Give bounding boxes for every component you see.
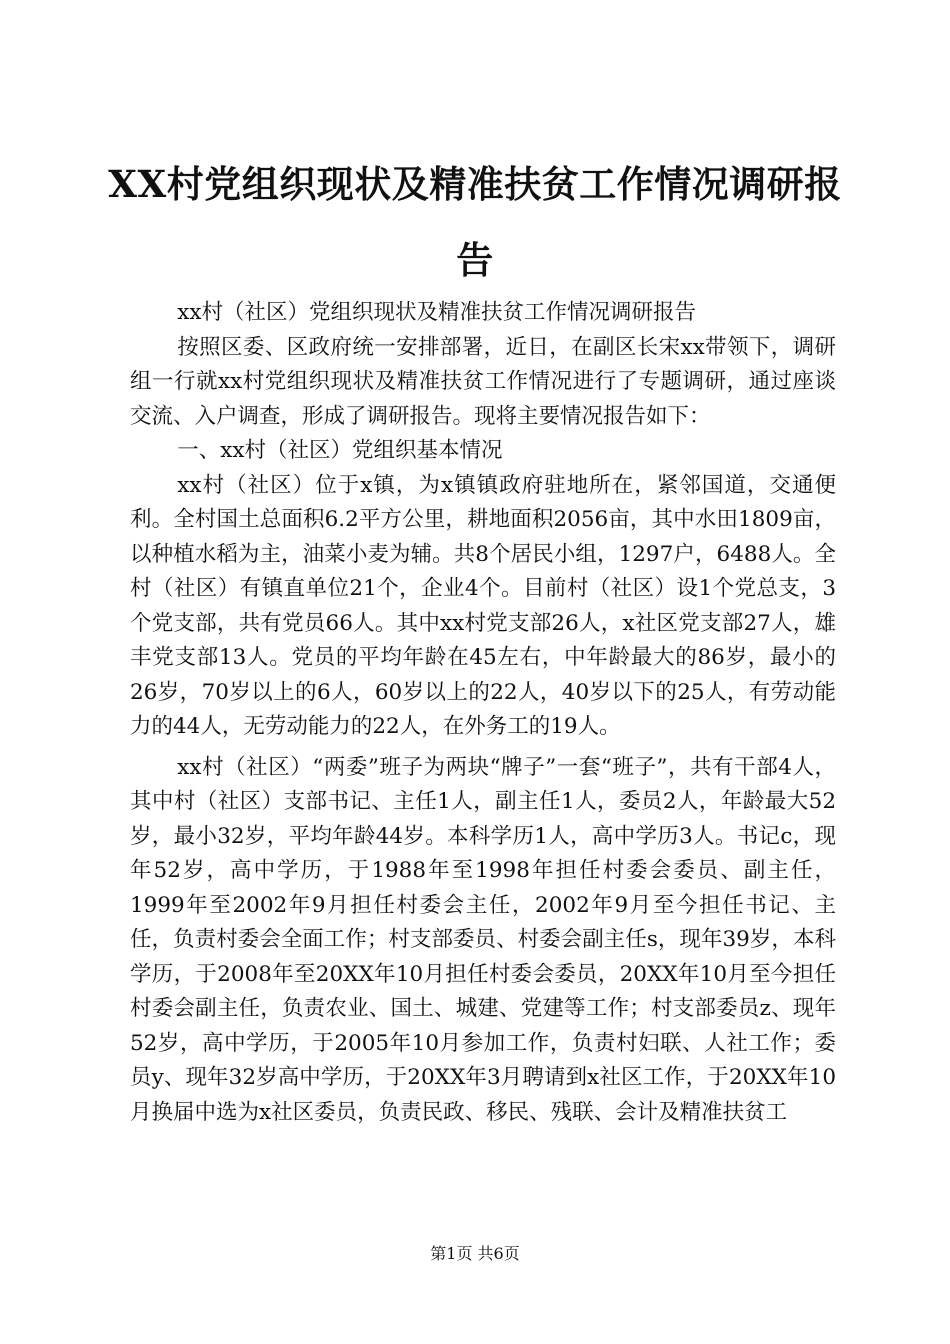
section-heading-1: 一、xx村（社区）党组织基本情况 bbox=[177, 438, 503, 463]
paragraph-basic-info: xx村（社区）位于x镇，为x镇镇政府驻地所在，紧邻国道，交通便利。全村国土总面积6.2平方公里，耕地面积2056亩，其中水田1809亩，以种植水稻为主，油菜小麦为辅。共8个居民小组，1297户，6488人。全村（社区）有镇直单位21个，企业4个。目前村（社区）设1个党总支，3个党支部，共有党员66人。其中xx村党支部26人，x社区党支部27人，雄丰党支部13人。党员的平均年龄在45左右，中年龄最大的86岁，最小的26岁，70岁以上的6人，60岁以上的22人，40岁以下的25人，有劳动能力的44人，无劳动能力的22人，在外务工的19人。 bbox=[130, 472, 836, 739]
paragraph-leadership: xx村（社区）“两委”班子为两块“牌子”一套“班子”，共有干部4人，其中村（社区）支部书记、主任1人，副主任1人，委员2人，年龄最大52岁，最小32岁，平均年龄44岁。本科学历1人，高中学历3人。书记c，现年52岁，高中学历，于1988年至1998年担任村委会委员、副主任，1999年至2002年9月担任村委会主任，2002年9月至今担任书记、主任，负责村委会全面工作；村支部委员、村委会副主任s，现年39岁，本科学历，于2008年至20XX年10月担任村委会委员，20XX年10月至今担任村委会副主任，负责农业、国土、城建、党建等工作；村支部委员z、现年52岁，高中学历，于2005年10月参加工作，负责村妇联、人社工作；委员y、现年32岁高中学历，于20XX年3月聘请到x社区工作，于20XX年10月换届中选为x社区委员，负责民政、移民、残联、会计及精准扶贫工 bbox=[130, 754, 836, 1125]
document-body bbox=[130, 296, 836, 1130]
page-footer: 第1页 共6页 bbox=[430, 1244, 520, 1263]
paragraph-intro: 按照区委、区政府统一安排部署，近日，在副区长宋xx带领下，调研组一行就xx村党组织现状及精准扶贫工作情况进行了专题调研，通过座谈交流、入户调查，形成了调研报告。现将主要情况报告如下： bbox=[130, 334, 836, 429]
title-line-2: 告 bbox=[456, 238, 494, 282]
paragraph-subtitle: xx村（社区）党组织现状及精准扶贫工作情况调研报告 bbox=[177, 300, 697, 325]
document-title bbox=[100, 146, 850, 298]
title-line-1: XX村党组织现状及精准扶贫工作情况调研报 bbox=[108, 162, 842, 206]
